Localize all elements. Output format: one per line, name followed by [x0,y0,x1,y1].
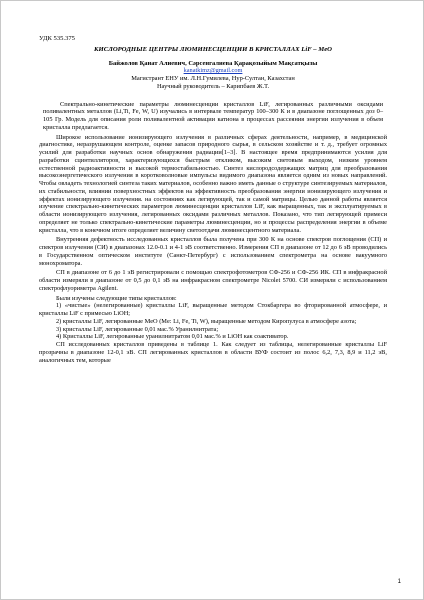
closing-paragraph: СП исследованных кристаллов приведены в таблице 1. Как следует из таблицы, нелегированные кристаллы LiF прозрачны в диапазоне 12-0,1 эВ. СП легированных кристаллов в области ВУФ состоит из полос 6,2, 7,3, 8,9 и 11,2 эВ, аналогичных тем, которые [39,341,387,364]
body-paragraph-1: Широкое использование ионизирующего излучения в различных сферах деятельности, например, в медицинской диагностике, неразрушающем контроле, оценке запасов природного сырья, в сельском хозяйстве и т. д., требует огромных усилий для разработки научных основ обнаружения радиации[1–3]. В настоящее время предпринимаются усилия для разработки сцинтилляторов, характеризующихся быстрым откликом, высоким световым выходом, низким уровнем естественной радиоактивности и высокой термостабильностью. Синтез кислородсодержащих матриц для преобразования высокоэнергетического излучения в коротковолновые импульсы видимого диапазона является одним из новых направлений. Чтобы овладеть технологией синтеза таких материалов, особенно важно иметь данные о структуре синтезируемых материалов, их стабильности, влиянии поверхностных эффектов на эффективность преобразования энергии ионизирующего излучения и эффектах ионизирующего излучения. на состояниях как легирующей, так и самой матрицы. Целью данной работы является изучение спектрально-кинетических параметров люминесценции кристаллов LiF, как выращенных, так и эксплуатируемых в области ионизирующего излучения, легированных оксидами различных металлов. Показано, что тип легирующей примеси определяет не только спектрально-кинетические параметры люминесценции, но и процессы распределения энергии в объеме кристалла, что в конечном итоге определяет величину светоотдачи люминесцентного материала. [39,133,387,234]
list-item: 3) кристаллы LiF, легированные 0,01 мас.% Уранилнитрата; [56,325,219,333]
list-item: 4) Кристаллы LiF, легированные уранилнитратом 0,01 мас.% и LiOH как соактиватор. [56,333,289,341]
supervisor-line: Научный руководитель – Карипбаев Ж.Т. [156,82,270,90]
abstract-text: Спектрально-кинетические параметры люминесценции кристаллов LiF, легированных различными оксидами поливалентных металлов (Li,Ti, Fe, W, U) изучались в интервале температур 100–300 К и в диапазоне поглощенных доз 0–105 Гр. Модель для описания роли поливалентной активации катиона в процессах рассеяния энергии излучения в объем кристалла предлагается. [43,100,383,131]
body-paragraph-3: СП в диапазоне от 6 до 1 эВ регистрировали с помощью спектрофотометров СФ-256 и СФ-256 ИК. СП в инфракрасной области измеряли в диапазоне от 0,5 до 0,1 эВ на инфракрасном спектрометре Nicolet 5700. СИ измеряли с использованием спектрофлуориметра Agilent. [39,269,387,292]
page-number: 1 [397,579,401,585]
body-paragraph-2: Внутренняя дефектность исследованных кристаллов была получена при 300 К на основе спектров поглощения (СП) и спектров излучения (СИ) в диапазонах 12.0-0.1 и 4-1 эВ соответственно. Измерения СП в диапазоне от 12 до 6 эВ проводились в Государственном оптическом институте (Санкт-Петербург) с использованием спектрометра на основе вакуумного монохроматора. [39,236,387,267]
udk-code: УДК 535.375 [39,35,75,42]
abstract-block [39,101,387,132]
list-item: 2) кристаллы LiF, легированные MeO (Me: Li, Fe, Ti, W), выращенные методом Киропулуса в атмосфере азота; [56,317,357,325]
affiliation-line: Магистрант ЕНУ им. Л.Н.Гумилева, Нур-Султан, Казахстан [131,75,295,82]
authors-line: Байжолов Қанат Алиевич, Сәрсенгалиева Қарақозыйым Мақсатқызы [108,59,318,67]
body-paragraph-4: Были изучены следующие типы кристаллов: [56,294,177,302]
article-title: КИСЛОРОДНЫЕ ЦЕНТРЫ ЛЮМИНЕСЦЕНЦИИ В КРИСТАЛЛАХ LiF – MeO [93,45,332,53]
list-item: 1) «чистые» (нелегированные) кристаллы LiF, выращенные методом Стокбаргера во фторированной атмосфере, и кристаллы LiF с примесью LiOH; [39,302,387,317]
page-content [39,35,387,364]
email-link[interactable]: kanatkimz@gmail.com [183,67,243,75]
